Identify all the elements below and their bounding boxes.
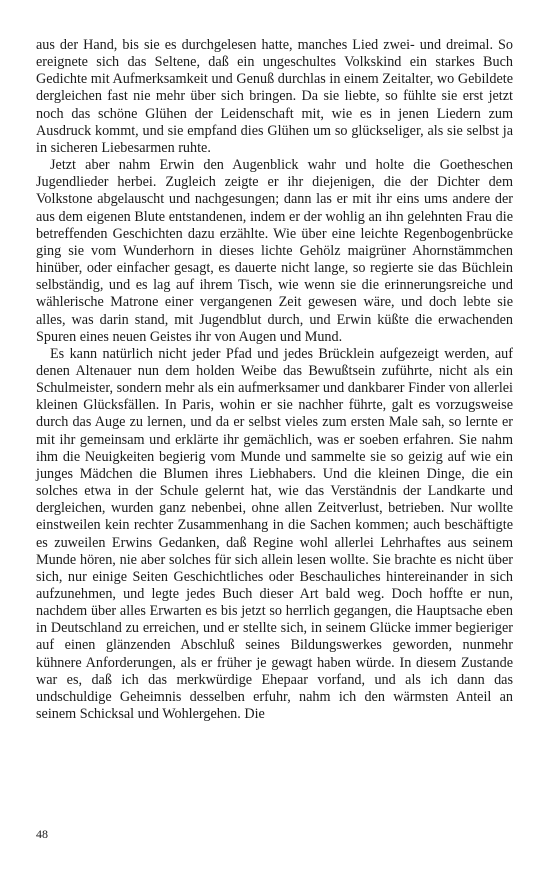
paragraph-continuation: aus der Hand, bis sie es durchgelesen hatte, manches Lied zwei- und dreimal. So ereignete sich das Seltene, daß ein ungeschultes Volkskind ein starkes Buch Gedichte mit Aufmerksamkeit und Genuß durchlas in einem Zeitalter, wo Gebildete dergleichen fast nie mehr über sich bringen. Da sie liebte, so fühlte sie erst jetzt noch das schöne Glühen der Leidenschaft mit, wie es in jenen Liedern zum Ausdruck kommt, und sie empfand dies Glühen um so glückseliger, als sie selbst ja in sicheren Liebesarmen ruhte.	[36, 37, 513, 156]
body-text	[36, 37, 513, 723]
page-number: 48	[36, 827, 48, 841]
paragraph-goethe-lieder: Jetzt aber nahm Erwin den Augenblick wahr und holte die Goetheschen Jugendlieder herbei. Zugleich zeigte er ihr diejenigen, die der Dichter dem Volkstone abgelauscht und nachgesungen; dann las er mit ihr eins ums andere der aus dem eigenen Blute entstandenen, indem er der wohlig an ihn gelehnten Frau die betreffenden Geschichten dazu erzählte. Wie über eine leichte Regenbogenbrücke ging sie vom Wunderhorn in dieses lichte Gehölz maigrüner Ahornstämmchen hinüber, oder einfacher gesagt, es dauerte nicht lange, so regierte sie das Büchlein selbständig, und es lag auf ihrem Tisch, wie wenn sie die erinnerungsreiche und wählerische Matrone einer vergangenen Zeit gewesen wäre, und doch lebte sie alles, was darin stand, mit Jugendblut durch, und Erwin küßte die erwachenden Spuren eines neuen Geistes ihr von Augen und Mund.	[36, 157, 513, 345]
paragraph-paris: Es kann natürlich nicht jeder Pfad und jedes Brücklein aufgezeigt werden, auf denen Altenauer nun dem holden Weibe das Bewußtsein zuführte, nicht als ein Schulmeister, sondern mehr als ein aufmerksamer und dankbarer Finder von allerlei kleinen Glücksfällen. In Paris, wohin er sie nachher führte, galt es vorzugsweise durch das Auge zu lernen, und da er selbst vieles zum ersten Male sah, so lernte er mit ihr gemeinsam und erklärte ihr gemächlich, was er soeben erfahren. Sie nahm ihm die Neuigkeiten begierig vom Munde und sammelte sie so geizig auf wie ein junges Mädchen die Blumen ihres Liebhabers. Und die kleinen Dinge, die ein solches etwa in der Schule gelernt hat, wie das Verständnis der Landkarte und dergleichen, wurden ganz nebenbei, ohne allen Zeitverlust, betrieben. Nur wollte einstweilen kein rechter Zusammenhang in die Sachen kommen; auch beschäftigte es zuweilen Erwins Gedanken, daß Regine wohl allerlei Lehrhaftes aus seinem Munde hören, nie aber solches für sich allein lesen wollte. Sie brachte es nicht über sich, nur einige Seiten Geschichtliches oder Beschauliches hintereinander in sich aufzunehmen, und legte jedes Buch dieser Art bald weg. Doch hoffte er nun, nachdem über alles Erwarten es bis jetzt so herrlich gegangen, die Hauptsache eben in Deutschland zu erreichen, und er stellte sich, in seinem Glücke immer begieriger auf einen glänzenden Abschluß seines Bildungswerkes geworden, nunmehr kühnere Anforderungen, als er früher je gewagt haben würde. In diesem Zustande war es, daß ich das merkwürdige Ehepaar vorfand, und als ich dann das undschuldige Geheimnis desselben erfuhr, nahm ich den wärmsten Anteil an seinem Schicksal und Wohlergehen. Die	[36, 345, 513, 723]
